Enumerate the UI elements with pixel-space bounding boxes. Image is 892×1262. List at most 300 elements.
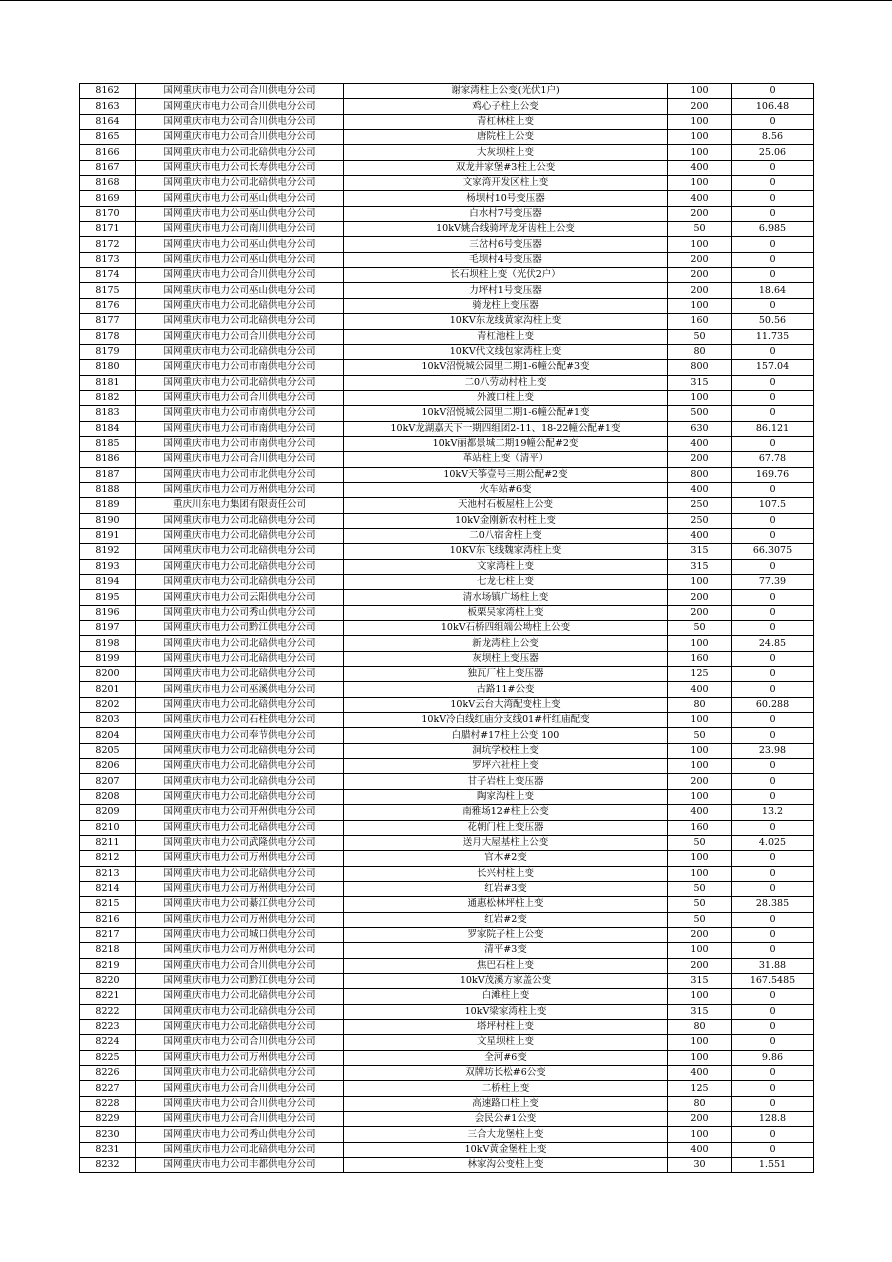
company-cell: 国网重庆市电力公司北碚供电分公司	[136, 789, 344, 804]
company-cell: 国网重庆市电力公司巫山供电分公司	[136, 252, 344, 267]
capacity-cell: 100	[668, 789, 732, 804]
table-row	[80, 513, 814, 528]
table-row	[80, 590, 814, 605]
company-cell: 国网重庆市电力公司北碚供电分公司	[136, 651, 344, 666]
transformer-name-cell: 10kV黄金堡柱上变	[344, 1142, 668, 1157]
value-cell: 0	[732, 1142, 814, 1157]
company-cell: 国网重庆市电力公司万州供电分公司	[136, 881, 344, 896]
capacity-cell: 100	[668, 851, 732, 866]
table-row	[80, 1035, 814, 1050]
transformer-name-cell: 塔坪村柱上变	[344, 1019, 668, 1034]
company-cell: 国网重庆市电力公司北碚供电分公司	[136, 559, 344, 574]
company-cell: 国网重庆市电力公司城口供电分公司	[136, 927, 344, 942]
transformer-name-cell: 10KV东飞线魏家湾柱上变	[344, 544, 668, 559]
value-cell: 157.04	[732, 360, 814, 375]
table-row	[80, 1019, 814, 1034]
table-row	[80, 145, 814, 160]
table-row	[80, 728, 814, 743]
table-row	[80, 927, 814, 942]
table-row	[80, 1127, 814, 1142]
transformer-name-cell: 10kV天筝壹号三期公配#2变	[344, 467, 668, 482]
row-number-cell: 8177	[80, 314, 136, 329]
capacity-cell: 400	[668, 160, 732, 175]
company-cell: 国网重庆市电力公司北碚供电分公司	[136, 989, 344, 1004]
table-row	[80, 114, 814, 129]
capacity-cell: 100	[668, 145, 732, 160]
row-number-cell: 8226	[80, 1066, 136, 1081]
transformer-name-cell: 文星坝柱上变	[344, 1035, 668, 1050]
transformer-name-cell: 三合大龙堡柱上变	[344, 1127, 668, 1142]
transformer-name-cell: 二0八劳动村柱上变	[344, 375, 668, 390]
value-cell: 0	[732, 943, 814, 958]
table-row	[80, 298, 814, 313]
transformer-name-cell: 通惠松林坪柱上变	[344, 897, 668, 912]
capacity-cell: 50	[668, 728, 732, 743]
capacity-cell: 315	[668, 559, 732, 574]
row-number-cell: 8187	[80, 467, 136, 482]
value-cell: 0	[732, 927, 814, 942]
value-cell: 0	[732, 84, 814, 99]
capacity-cell: 100	[668, 713, 732, 728]
transformer-name-cell: 外渡口柱上变	[344, 390, 668, 405]
capacity-cell: 80	[668, 697, 732, 712]
company-cell: 国网重庆市电力公司北碚供电分公司	[136, 866, 344, 881]
transformer-name-cell: 红岩#3变	[344, 881, 668, 896]
value-cell: 0	[732, 989, 814, 1004]
capacity-cell: 50	[668, 621, 732, 636]
value-cell: 0	[732, 252, 814, 267]
table-row	[80, 881, 814, 896]
table-row	[80, 528, 814, 543]
company-cell: 重庆川东电力集团有限责任公司	[136, 498, 344, 513]
row-number-cell: 8224	[80, 1035, 136, 1050]
company-cell: 国网重庆市电力公司北碚供电分公司	[136, 1142, 344, 1157]
company-cell: 国网重庆市电力公司合川供电分公司	[136, 99, 344, 114]
table-row	[80, 390, 814, 405]
value-cell: 67.78	[732, 452, 814, 467]
table-row	[80, 237, 814, 252]
value-cell: 0	[732, 528, 814, 543]
company-cell: 国网重庆市电力公司市南供电分公司	[136, 436, 344, 451]
capacity-cell: 200	[668, 283, 732, 298]
company-cell: 国网重庆市电力公司北碚供电分公司	[136, 298, 344, 313]
company-cell: 国网重庆市电力公司北碚供电分公司	[136, 1004, 344, 1019]
transformer-name-cell: 古路11#公变	[344, 682, 668, 697]
transformer-name-cell: 新龙湾柱上公变	[344, 636, 668, 651]
row-number-cell: 8210	[80, 820, 136, 835]
transformer-name-cell: 革站柱上变（清平）	[344, 452, 668, 467]
value-cell: 0	[732, 513, 814, 528]
row-number-cell: 8175	[80, 283, 136, 298]
row-number-cell: 8232	[80, 1158, 136, 1173]
value-cell: 0	[732, 1019, 814, 1034]
value-cell: 0	[732, 851, 814, 866]
row-number-cell: 8167	[80, 160, 136, 175]
company-cell: 国网重庆市电力公司黔江供电分公司	[136, 621, 344, 636]
table-row	[80, 130, 814, 145]
company-cell: 国网重庆市电力公司秀山供电分公司	[136, 605, 344, 620]
row-number-cell: 8206	[80, 759, 136, 774]
company-cell: 国网重庆市电力公司北碚供电分公司	[136, 176, 344, 191]
row-number-cell: 8166	[80, 145, 136, 160]
transformer-name-cell: 高速路口柱上变	[344, 1096, 668, 1111]
transformer-name-cell: 10kV金刚新农村柱上变	[344, 513, 668, 528]
value-cell: 9.86	[732, 1050, 814, 1065]
company-cell: 国网重庆市电力公司巫山供电分公司	[136, 237, 344, 252]
transformer-name-cell: 会民公#1公变	[344, 1112, 668, 1127]
capacity-cell: 315	[668, 544, 732, 559]
row-number-cell: 8221	[80, 989, 136, 1004]
transformer-name-cell: 10KV东龙线黄家沟柱上变	[344, 314, 668, 329]
capacity-cell: 100	[668, 84, 732, 99]
transformer-name-cell: 甘子岩柱上变压器	[344, 774, 668, 789]
capacity-cell: 50	[668, 912, 732, 927]
company-cell: 国网重庆市电力公司云阳供电分公司	[136, 590, 344, 605]
capacity-cell: 100	[668, 759, 732, 774]
capacity-cell: 80	[668, 1096, 732, 1111]
company-cell: 国网重庆市电力公司北碚供电分公司	[136, 759, 344, 774]
transformer-name-cell: 大灰坝柱上变	[344, 145, 668, 160]
capacity-cell: 250	[668, 498, 732, 513]
table-row	[80, 575, 814, 590]
row-number-cell: 8215	[80, 897, 136, 912]
value-cell: 0	[732, 268, 814, 283]
row-number-cell: 8223	[80, 1019, 136, 1034]
company-cell: 国网重庆市电力公司万州供电分公司	[136, 943, 344, 958]
transformer-name-cell: 青杠池柱上变	[344, 329, 668, 344]
company-cell: 国网重庆市电力公司北碚供电分公司	[136, 528, 344, 543]
company-cell: 国网重庆市电力公司奉节供电分公司	[136, 728, 344, 743]
capacity-cell: 100	[668, 130, 732, 145]
table-row	[80, 697, 814, 712]
capacity-cell: 400	[668, 1066, 732, 1081]
company-cell: 国网重庆市电力公司武隆供电分公司	[136, 835, 344, 850]
value-cell: 0	[732, 390, 814, 405]
row-number-cell: 8208	[80, 789, 136, 804]
table-row	[80, 989, 814, 1004]
value-cell: 0	[732, 1004, 814, 1019]
value-cell: 128.8	[732, 1112, 814, 1127]
capacity-cell: 100	[668, 575, 732, 590]
table-row	[80, 682, 814, 697]
company-cell: 国网重庆市电力公司合川供电分公司	[136, 1035, 344, 1050]
table-row	[80, 789, 814, 804]
capacity-cell: 400	[668, 1142, 732, 1157]
value-cell: 0	[732, 482, 814, 497]
capacity-cell: 80	[668, 344, 732, 359]
transformer-name-cell: 唐院柱上公变	[344, 130, 668, 145]
capacity-cell: 200	[668, 605, 732, 620]
table-row	[80, 805, 814, 820]
company-cell: 国网重庆市电力公司北碚供电分公司	[136, 774, 344, 789]
company-cell: 国网重庆市电力公司北碚供电分公司	[136, 314, 344, 329]
company-cell: 国网重庆市电力公司北碚供电分公司	[136, 575, 344, 590]
capacity-cell: 100	[668, 1050, 732, 1065]
capacity-cell: 50	[668, 897, 732, 912]
capacity-cell: 200	[668, 252, 732, 267]
company-cell: 国网重庆市电力公司万州供电分公司	[136, 1050, 344, 1065]
value-cell: 24.85	[732, 636, 814, 651]
company-cell: 国网重庆市电力公司黔江供电分公司	[136, 973, 344, 988]
table-row	[80, 973, 814, 988]
page-top-rule	[0, 0, 892, 1]
company-cell: 国网重庆市电力公司北碚供电分公司	[136, 344, 344, 359]
value-cell: 0	[732, 1127, 814, 1142]
table-row	[80, 897, 814, 912]
value-cell: 0	[732, 436, 814, 451]
table-row	[80, 222, 814, 237]
table-row	[80, 1050, 814, 1065]
company-cell: 国网重庆市电力公司北碚供电分公司	[136, 697, 344, 712]
row-number-cell: 8214	[80, 881, 136, 896]
capacity-cell: 400	[668, 805, 732, 820]
row-number-cell: 8194	[80, 575, 136, 590]
table-row	[80, 851, 814, 866]
value-cell: 0	[732, 206, 814, 221]
row-number-cell: 8205	[80, 743, 136, 758]
row-number-cell: 8230	[80, 1127, 136, 1142]
row-number-cell: 8199	[80, 651, 136, 666]
row-number-cell: 8192	[80, 544, 136, 559]
capacity-cell: 100	[668, 866, 732, 881]
company-cell: 国网重庆市电力公司秀山供电分公司	[136, 1127, 344, 1142]
value-cell: 8.56	[732, 130, 814, 145]
row-number-cell: 8176	[80, 298, 136, 313]
capacity-cell: 200	[668, 958, 732, 973]
capacity-cell: 100	[668, 636, 732, 651]
company-cell: 国网重庆市电力公司长寿供电分公司	[136, 160, 344, 175]
table-row	[80, 1004, 814, 1019]
transformer-name-cell: 花朝门柱上变压器	[344, 820, 668, 835]
row-number-cell: 8164	[80, 114, 136, 129]
transformer-name-cell: 陶家沟柱上变	[344, 789, 668, 804]
value-cell: 0	[732, 406, 814, 421]
table-row	[80, 436, 814, 451]
row-number-cell: 8229	[80, 1112, 136, 1127]
row-number-cell: 8220	[80, 973, 136, 988]
table-row	[80, 774, 814, 789]
company-cell: 国网重庆市电力公司北碚供电分公司	[136, 667, 344, 682]
table-row	[80, 344, 814, 359]
capacity-cell: 50	[668, 835, 732, 850]
value-cell: 13.2	[732, 805, 814, 820]
table-row	[80, 912, 814, 927]
company-cell: 国网重庆市电力公司北碚供电分公司	[136, 636, 344, 651]
capacity-cell: 400	[668, 436, 732, 451]
company-cell: 国网重庆市电力公司北碚供电分公司	[136, 1019, 344, 1034]
capacity-cell: 400	[668, 482, 732, 497]
transformer-name-cell: 罗家院子柱上公变	[344, 927, 668, 942]
transformer-name-cell: 双龙井家堡#3柱上公变	[344, 160, 668, 175]
row-number-cell: 8190	[80, 513, 136, 528]
transformer-name-cell: 10kV沼悦城公园里二期1-6幢公配#3变	[344, 360, 668, 375]
table-row	[80, 1112, 814, 1127]
capacity-cell: 50	[668, 881, 732, 896]
table-row	[80, 160, 814, 175]
company-cell: 国网重庆市电力公司綦江供电分公司	[136, 897, 344, 912]
transformer-name-cell: 10kV石桥四组端公坳柱上公变	[344, 621, 668, 636]
value-cell: 23.98	[732, 743, 814, 758]
value-cell: 0	[732, 375, 814, 390]
value-cell: 50.56	[732, 314, 814, 329]
table-row	[80, 820, 814, 835]
transformer-name-cell: 白滩柱上变	[344, 989, 668, 1004]
row-number-cell: 8204	[80, 728, 136, 743]
capacity-cell: 200	[668, 1112, 732, 1127]
row-number-cell: 8193	[80, 559, 136, 574]
row-number-cell: 8191	[80, 528, 136, 543]
capacity-cell: 100	[668, 390, 732, 405]
row-number-cell: 8197	[80, 621, 136, 636]
transformer-name-cell: 10kV冷白线红庙分支线01#杆红庙配变	[344, 713, 668, 728]
transformer-name-cell: 板栗吴家湾柱上变	[344, 605, 668, 620]
transformer-name-cell: 独瓦厂柱上变压器	[344, 667, 668, 682]
transformer-name-cell: 10kV梁家湾柱上变	[344, 1004, 668, 1019]
company-cell: 国网重庆市电力公司北碚供电分公司	[136, 375, 344, 390]
company-cell: 国网重庆市电力公司合川供电分公司	[136, 958, 344, 973]
transformer-name-cell: 红岩#2变	[344, 912, 668, 927]
transformer-name-cell: 南雅场12#柱上公变	[344, 805, 668, 820]
transformer-name-cell: 送月大屋基柱上公变	[344, 835, 668, 850]
capacity-cell: 80	[668, 1019, 732, 1034]
value-cell: 0	[732, 774, 814, 789]
value-cell: 25.06	[732, 145, 814, 160]
capacity-cell: 100	[668, 1127, 732, 1142]
transformer-name-cell: 官木#2变	[344, 851, 668, 866]
capacity-cell: 100	[668, 114, 732, 129]
value-cell: 86.121	[732, 421, 814, 436]
transformer-name-cell: 全河#6变	[344, 1050, 668, 1065]
row-number-cell: 8211	[80, 835, 136, 850]
capacity-cell: 800	[668, 467, 732, 482]
row-number-cell: 8216	[80, 912, 136, 927]
company-cell: 国网重庆市电力公司合川供电分公司	[136, 114, 344, 129]
transformer-name-cell: 白水村7号变压器	[344, 206, 668, 221]
row-number-cell: 8169	[80, 191, 136, 206]
capacity-cell: 400	[668, 191, 732, 206]
capacity-cell: 50	[668, 222, 732, 237]
table-row	[80, 1096, 814, 1111]
transformer-name-cell: 10kV龙湖嘉天下一期四组团2-11、18-22幢公配#1变	[344, 421, 668, 436]
table-body	[80, 84, 814, 1173]
capacity-cell: 200	[668, 590, 732, 605]
value-cell: 0	[732, 114, 814, 129]
value-cell: 0	[732, 559, 814, 574]
row-number-cell: 8162	[80, 84, 136, 99]
transformer-name-cell: 杨坝村10号变压器	[344, 191, 668, 206]
table-row	[80, 375, 814, 390]
row-number-cell: 8222	[80, 1004, 136, 1019]
value-cell: 0	[732, 912, 814, 927]
value-cell: 11.735	[732, 329, 814, 344]
table-row	[80, 1158, 814, 1173]
company-cell: 国网重庆市电力公司万州供电分公司	[136, 851, 344, 866]
transformer-name-cell: 鸡心子柱上公变	[344, 99, 668, 114]
row-number-cell: 8201	[80, 682, 136, 697]
table-row	[80, 467, 814, 482]
table-row	[80, 1142, 814, 1157]
company-cell: 国网重庆市电力公司市南供电分公司	[136, 360, 344, 375]
value-cell: 0	[732, 759, 814, 774]
value-cell: 28.385	[732, 897, 814, 912]
capacity-cell: 315	[668, 973, 732, 988]
capacity-cell: 125	[668, 1081, 732, 1096]
table-row	[80, 283, 814, 298]
capacity-cell: 160	[668, 651, 732, 666]
row-number-cell: 8179	[80, 344, 136, 359]
table-row	[80, 452, 814, 467]
value-cell: 6.985	[732, 222, 814, 237]
value-cell: 0	[732, 820, 814, 835]
value-cell: 0	[732, 667, 814, 682]
capacity-cell: 200	[668, 268, 732, 283]
row-number-cell: 8225	[80, 1050, 136, 1065]
capacity-cell: 100	[668, 743, 732, 758]
transformer-name-cell: 双牌坊长松#6公变	[344, 1066, 668, 1081]
row-number-cell: 8212	[80, 851, 136, 866]
row-number-cell: 8213	[80, 866, 136, 881]
value-cell: 0	[732, 651, 814, 666]
row-number-cell: 8165	[80, 130, 136, 145]
company-cell: 国网重庆市电力公司巫溪供电分公司	[136, 682, 344, 697]
company-cell: 国网重庆市电力公司市南供电分公司	[136, 421, 344, 436]
company-cell: 国网重庆市电力公司合川供电分公司	[136, 1096, 344, 1111]
value-cell: 0	[732, 1096, 814, 1111]
company-cell: 国网重庆市电力公司合川供电分公司	[136, 390, 344, 405]
table-row	[80, 1081, 814, 1096]
table-row	[80, 651, 814, 666]
table-row	[80, 206, 814, 221]
row-number-cell: 8180	[80, 360, 136, 375]
table-row	[80, 544, 814, 559]
table-row	[80, 252, 814, 267]
table-row	[80, 636, 814, 651]
table-row	[80, 958, 814, 973]
table-row	[80, 713, 814, 728]
transformer-name-cell: 10kV沼悦城公园里二期1-6幢公配#1变	[344, 406, 668, 421]
transformer-name-cell: 焦巴石柱上变	[344, 958, 668, 973]
row-number-cell: 8228	[80, 1096, 136, 1111]
capacity-cell: 100	[668, 237, 732, 252]
row-number-cell: 8207	[80, 774, 136, 789]
capacity-cell: 315	[668, 375, 732, 390]
company-cell: 国网重庆市电力公司合川供电分公司	[136, 1112, 344, 1127]
capacity-cell: 630	[668, 421, 732, 436]
value-cell: 0	[732, 1081, 814, 1096]
value-cell: 0	[732, 176, 814, 191]
value-cell: 4.025	[732, 835, 814, 850]
transformer-name-cell: 10kV丽都景城二期19幢公配#2变	[344, 436, 668, 451]
company-cell: 国网重庆市电力公司合川供电分公司	[136, 1081, 344, 1096]
capacity-cell: 200	[668, 99, 732, 114]
company-cell: 国网重庆市电力公司市北供电分公司	[136, 467, 344, 482]
row-number-cell: 8170	[80, 206, 136, 221]
table-row	[80, 191, 814, 206]
value-cell: 0	[732, 590, 814, 605]
capacity-cell: 400	[668, 528, 732, 543]
value-cell: 0	[732, 605, 814, 620]
row-number-cell: 8227	[80, 1081, 136, 1096]
company-cell: 国网重庆市电力公司万州供电分公司	[136, 482, 344, 497]
transformer-name-cell: 二0八宿舍柱上变	[344, 528, 668, 543]
value-cell: 31.88	[732, 958, 814, 973]
capacity-cell: 200	[668, 452, 732, 467]
value-cell: 169.76	[732, 467, 814, 482]
value-cell: 66.3075	[732, 544, 814, 559]
value-cell: 1.551	[732, 1158, 814, 1173]
transformer-name-cell: 10kV茂溪方家盖公变	[344, 973, 668, 988]
transformer-name-cell: 三岔村6号变压器	[344, 237, 668, 252]
